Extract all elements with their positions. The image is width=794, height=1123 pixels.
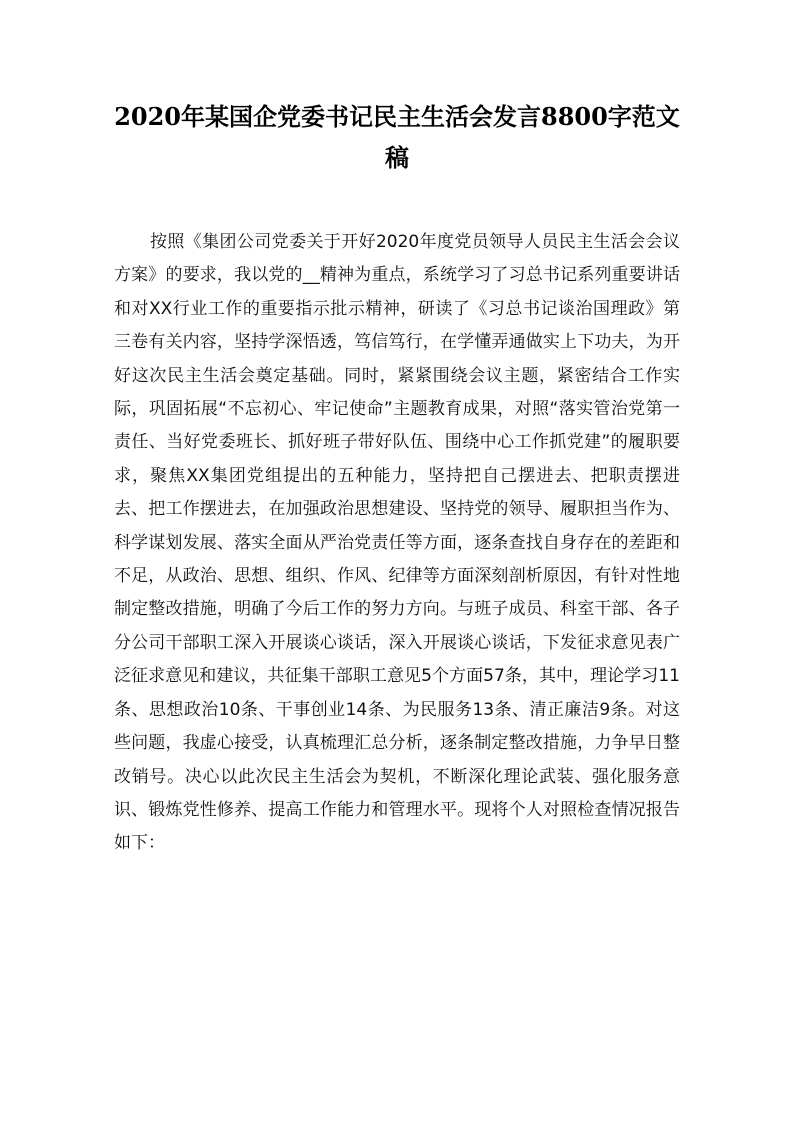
document-title: 2020年某国企党委书记民主生活会发言8800字范文稿 xyxy=(114,102,680,172)
body-paragraph: 按照《集团公司党委关于开好2020年度党员领导人员民主生活会会议方案》的要求，我以党的__精神为重点，系统学习了习总书记系列重要讲话和对XX行业工作的重要指示批示精神，研读了《习总书记谈治国理政》第三卷有关内容，坚持学深悟透，笃信笃行，在学懂弄通做实上下功夫，为开好这次民主生活会奠定基础。同时，紧紧围绕会议主题，紧密结合工作实际，巩固拓展“不忘初心、牢记使命”主题教育成果，对照“落实管治党第一责任、当好党委班长、抓好班子带好队伍、围绕中心工作抓党建”的履职要求，聚焦XX集团党组提出的五种能力，坚持把自己摆进去、把职责摆进去、把工作摆进去，在加强政治思想建设、坚持党的领导、履职担当作为、科学谋划发展、落实全面从严治党责任等方面，逐条查找自身存在的差距和不足，从政治、思想、组织、作风、纪律等方面深刻剖析原因，有针对性地制定整改措施，明确了今后工作的努力方向。与班子成员、科室干部、各子分公司干部职工深入开展谈心谈话，深入开展谈心谈话，下发征求意见表广泛征求意见和建议，共征集干部职工意见5个方面57条，其中，理论学习11条、思想政治10条、干事创业14条、为民服务13条、清正廉洁9条。对这些问题，我虚心接受，认真梳理汇总分析，逐条制定整改措施，力争早日整改销号。决心以此次民主生活会为契机，不断深化理论武装、强化服务意识、锻炼党性修养、提高工作能力和管理水平。现将个人对照检查情况报告如下： xyxy=(114,232,680,854)
